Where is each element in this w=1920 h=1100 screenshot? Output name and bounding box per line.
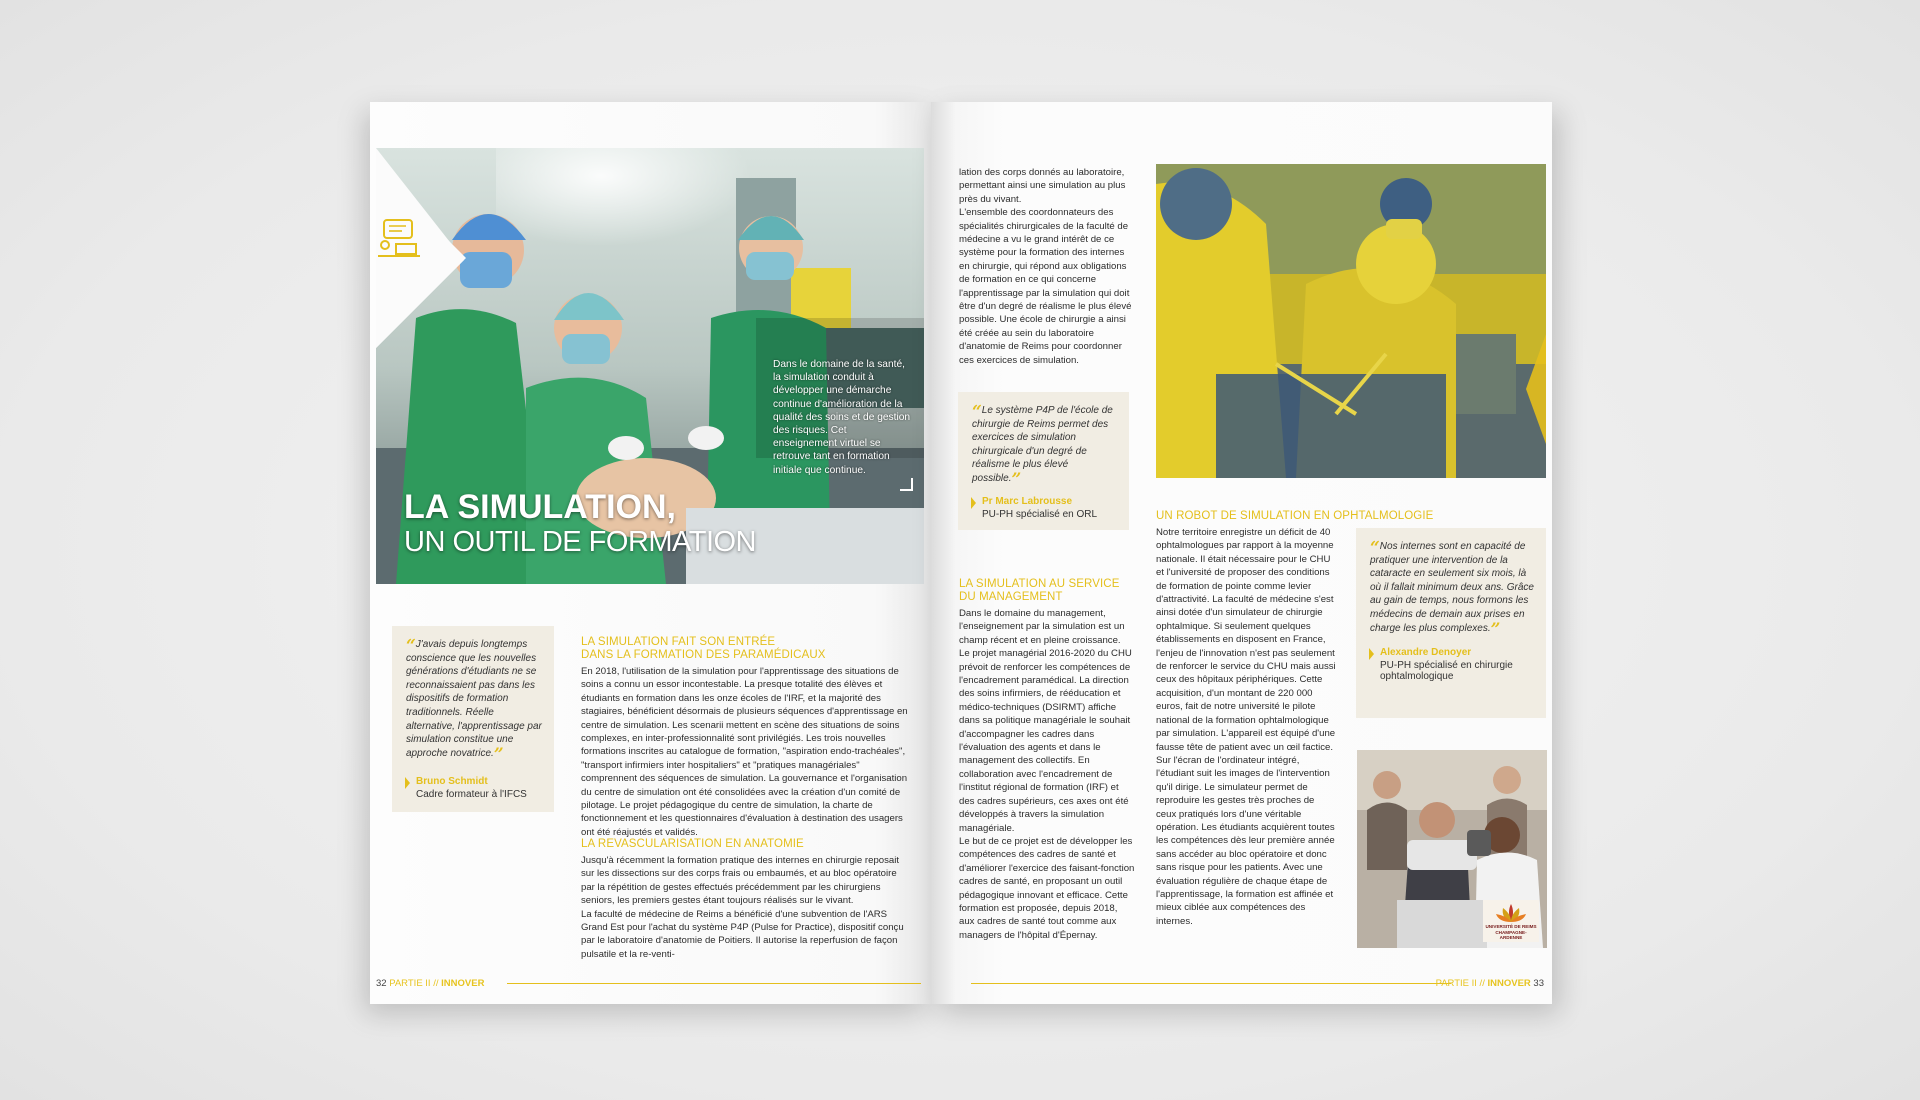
hero-photo-surgery-simulation [376,148,924,584]
right-page [931,102,1552,1004]
photo-ophthalmology-simulator [1357,750,1547,948]
photo-triangle-accent [1526,334,1546,444]
footer-part: PARTIE II // [389,978,439,989]
section-management [959,578,1135,942]
robot-heading: UN ROBOT DE SIMULATION EN OPHTALMOLOGIE [1156,510,1434,522]
section1-heading-line1: LA SIMULATION FAIT SON ENTRÉE [581,636,776,648]
quote-close-icon: ” [1011,469,1022,490]
quote-close-icon: ” [493,744,504,765]
quote1-author: Pr Marc Labrousse [982,496,1119,507]
footer-left [376,978,484,989]
footer-section: INNOVER [1487,978,1531,989]
section1-body: En 2018, l'utilisation de la simulation pour l'apprentissage des situations de soins a connu un essor incontestable. La presque totalité des élèves et étudiants en formation dans les onze écoles de l'IRF, et la majorité des stagiaires, bénéficient désormais de plusieurs séquences d'apprentissage en centre de simulation. Les scenarii mettent en scène des situations de soins complexes, en inter-professionnalité sont privilégiés. Les trois nouvelles formations inscrites au catalogue de formation, "aspiration endo-trachéales", "transport infirmiers inter hospitaliers" et "pratiques managériales" comprennent des séquences de simulation. La gouvernance et l'organisation du centre de simulation ont été consolidées avec la création d'un comité de pilotage. Le projet pédagogique du centre de simulation, la charte de fonctionnement et les questionnaires d'évaluation à destination des usagers ont été réajustés et validés. [581,666,908,838]
title-line-2: UN OUTIL DE FORMATION [404,526,756,558]
chat-laptop-icon [376,218,422,258]
section2-body-1: Jusqu'à récemment la formation pratique des internes en chirurgie reposait sur les dissections sur des corps frais ou embaumés, et au bloc opératoire par la répétition de gestes effectués précédemment par les chirurgiens seniors, les premiers gestes étant toujours réalisés sur le vivant. [581,855,900,907]
robot-body: Notre territoire enregistre un déficit de 40 ophtalmologues par rapport à la moyenne nationale. Il était nécessaire pour le CHU et l'université de proposer des conditions de formation de pointe comme levier d'attractivité. La faculté de médecine s'est ainsi dotée d'un simulateur de chirurgie ophtalmique. Si seulement quelques établissements en disposent en France, l'enjeu de l'innovation n'est pas seulement de renforcer le service du CHU mais aussi ceux des hôpitaux périphériques. Cette acquisition, d'un montant de 220 000 euros, fait de notre université le pilote national de la formation ophtalmologique par simulation. L'appareil est équipé d'une fausse tête de patient avec un œil factice. Sur l'écran de l'ordinateur intégré, l'étudiant suit les images de l'intervention qu'il dirige. Le simulateur permet de reproduire les gestes très proches de ceux pratiqués lors d'une véritable opération. Les étudiants acquièrent toutes les compétences dès leur première année sans accéder au bloc opératoire et donc sans risque pour les patients. Avec une évaluation régulière de chaque étape de l'apprentissage, la formation est affinée et mieux ciblée aux compétences des internes. [1156,527,1336,927]
intro-text: Dans le domaine de la santé, la simulation conduit à développer une démarche continue d'amélioration de la qualité des soins et de gestion des risques. Cet enseignement virtuel se retrouve tant en formation initiale que continue. [773,359,911,476]
section-paramedicaux [581,636,911,839]
corner-bracket [900,478,913,491]
footer-part: PARTIE II // [1435,978,1485,989]
management-heading-line2: DU MANAGEMENT [959,591,1063,603]
quote2-author: Alexandre Denoyer [1380,647,1536,658]
quote-box-bruno-schmidt [392,626,554,812]
footer-rule-left [507,983,921,984]
footer-page-number: 33 [1533,978,1544,989]
section2-heading: LA REVASCULARISATION EN ANATOMIE [581,838,804,850]
university-logo [1483,900,1539,942]
col1-p1: lation des corps donnés au laboratoire, permettant ainsi une simulation au plus près du vivant. [959,167,1126,205]
quote-box-alexandre-denoyer [1356,528,1546,718]
logo-text: UNIVERSITÉ DE REIMS CHAMPAGNE-ARDENNE [1485,924,1537,940]
duotone-photo-operating-room [1156,164,1546,478]
lotus-logo-icon [1493,902,1529,924]
quote-author: Bruno Schmidt [416,776,544,787]
quote-role: Cadre formateur à l'IFCS [416,789,527,801]
management-heading-line1: LA SIMULATION AU SERVICE [959,578,1120,590]
quote-open-icon: “ [406,636,416,656]
quote-text: J'avais depuis longtemps conscience que les nouvelles générations d'étudiants ne se reconnaissaient pas dans les dispositifs de formation traditionnels. Réelle alternative, l'apprentissage par simulation constitue une approche novatrice. [406,639,542,759]
management-p2: Le projet managérial 2016-2020 du CHU prévoit de renforcer les compétences de l'encadrement paramédical. La direction des soins infirmiers, de rééducation et médico-techniques (DSIRMT) affiche dans sa politique managériale le souhait d'accompagner les cadres dans l'évaluation des agents et dans le management des collectifs. En collaboration avec l'encadrement de l'institut régional de formation (IRF) et des cadres supérieurs, ces axes ont été développés à travers la simulation managériale. [959,648,1132,834]
col1-p2: L'ensemble des coordonnateurs des spécialités chirurgicales de la faculté de médecine a vu le grand intérêt de ce système pour la formation des internes en chirurgie, qui répond aux obligations de formation en ce qui concerne l'apprentissage par la simulation qui doit être d'un degré de réalisme le plus élevé possible. Une école de chirurgie a ainsi été créée au sein du laboratoire d'anatomie de Reims pour coordonner ces exercices de simulation. [959,207,1132,366]
management-p1: Dans le domaine du management, l'enseignement par la simulation est un champ récent et en pleine croissance. [959,608,1125,646]
section1-heading-line2: DANS LA FORMATION DES PARAMÉDICAUX [581,649,826,661]
quote-close-icon: ” [1490,619,1501,640]
left-page [370,102,931,1004]
quote-box-marc-labrousse [958,392,1129,530]
quote-open-icon: “ [972,402,982,422]
duotone-photo-drawing [1156,164,1546,478]
column-1-continued [959,166,1135,367]
title-line-1: LA SIMULATION, [404,488,676,526]
quote2-text: Nos internes sont en capacité de pratiquer une intervention de la cataracte en seulement six mois, là où il fallait minimum deux ans. Grâce au gain de temps, nous formons les médecins de demain aux prises en charge les plus complexes. [1370,541,1534,634]
footer-page-number: 32 [376,978,387,989]
footer-section: INNOVER [441,978,485,989]
quote2-role: PU-PH spécialisé en chirurgie ophtalmologique [1380,660,1513,683]
section-revascularisation [581,838,911,961]
footer-right [1436,978,1544,989]
quote-open-icon: “ [1370,538,1380,558]
quote1-text: Le système P4P de l'école de chirurgie de Reims permet des exercices de simulation chirurgicale d'un degré de réalisme le plus élevé possible. [972,405,1113,484]
quote1-role: PU-PH spécialisé en ORL [982,508,1098,520]
footer-rule-right [971,983,1451,984]
management-p3: Le but de ce projet est de développer les compétences des cadres de santé et d'améliorer l'exercice des faisant-fonction cadres de santé, en proposant un outil pédagogique innovant et efficace. Cette formation est proposée, depuis 2018, aux cadres de santé tout comme aux managers de l'hôpital d'Épernay. [959,835,1135,941]
section2-body-2: La faculté de médecine de Reims a bénéficié d'une subvention de l'ARS Grand Est pour l'achat du système P4P (Pulse for Practice), dispositif conçu par le laboratoire d'anatomie de Poitiers. Il autorise la reperfusion de façon pulsatile et la re-venti- [581,908,904,960]
